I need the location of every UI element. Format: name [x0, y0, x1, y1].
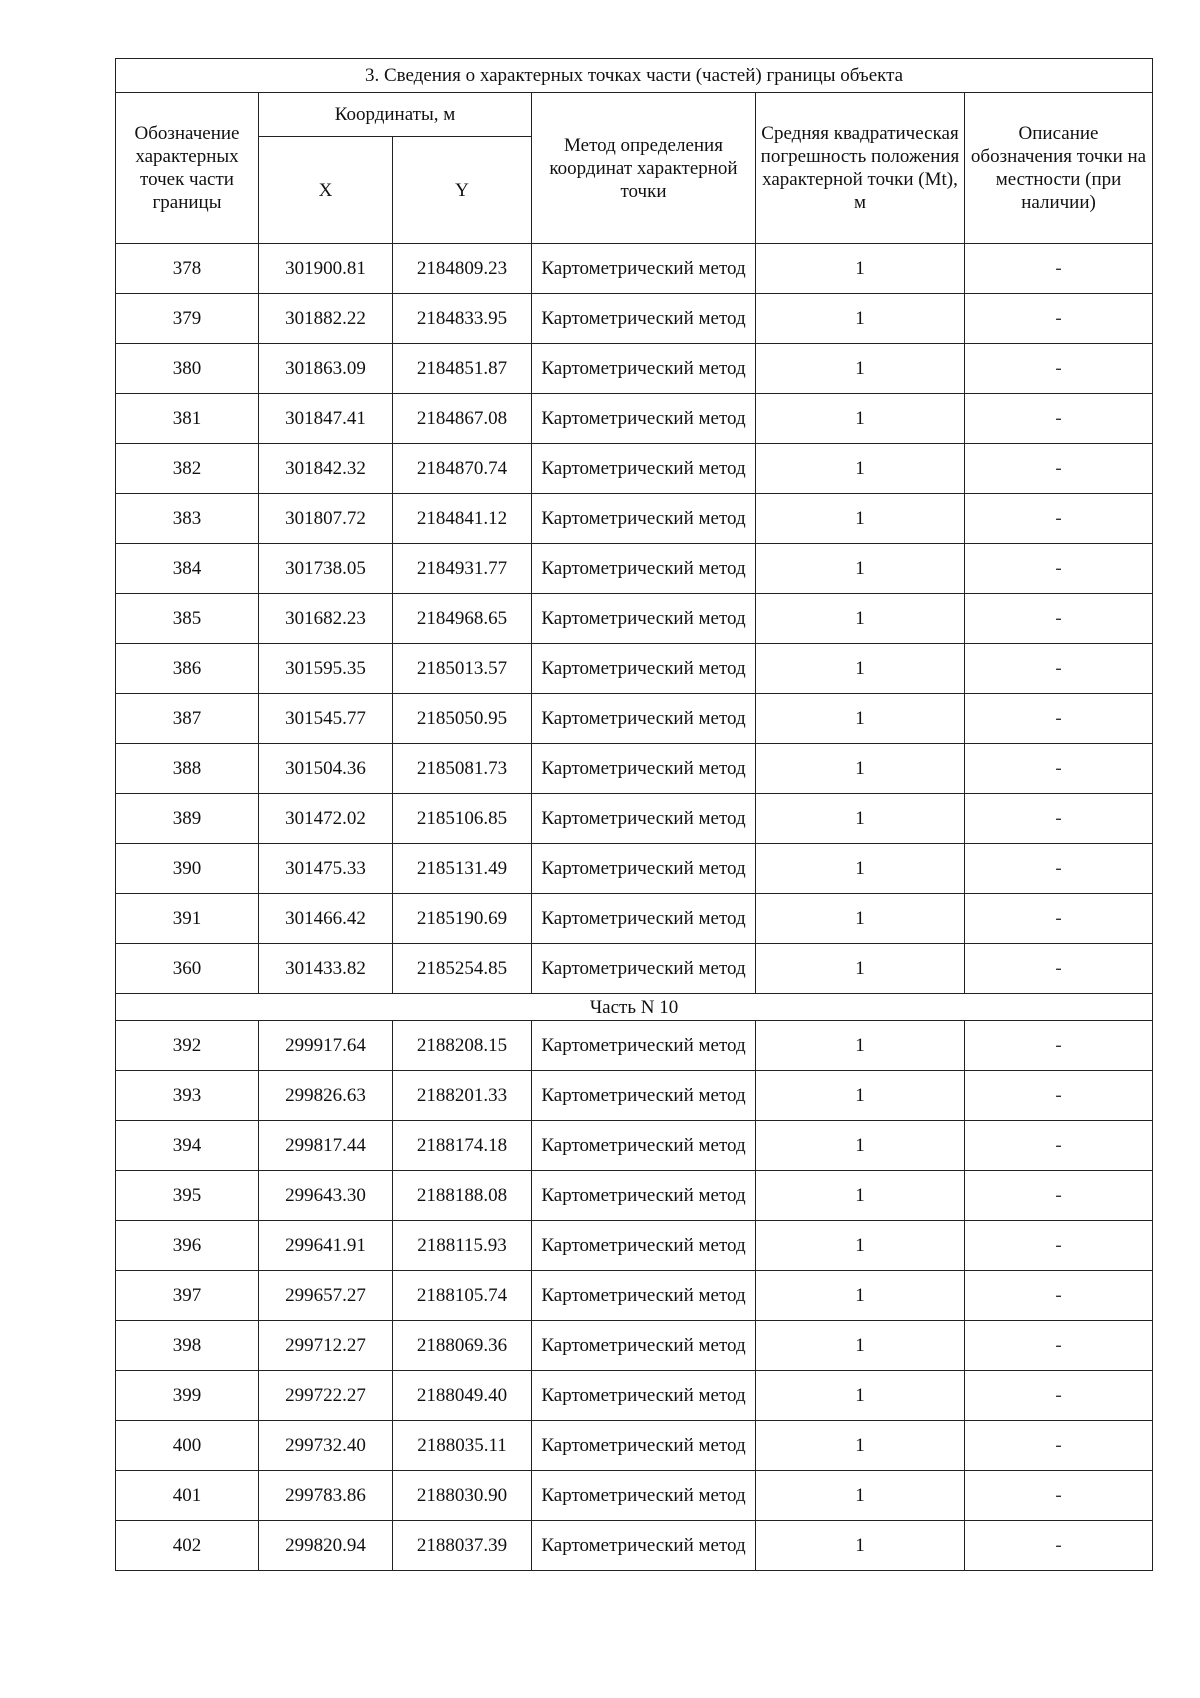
cell-point: 385	[116, 594, 259, 644]
cell-method: Картометрический метод	[532, 394, 756, 444]
header-method: Метод определения координат характерной точки	[532, 93, 756, 244]
table-row	[116, 794, 1153, 844]
cell-point: 397	[116, 1271, 259, 1321]
cell-y: 2188174.18	[393, 1121, 532, 1171]
cell-description: -	[965, 1221, 1153, 1271]
cell-x: 301466.42	[259, 894, 393, 944]
cell-method: Картометрический метод	[532, 844, 756, 894]
table-row	[116, 494, 1153, 544]
cell-description: -	[965, 1171, 1153, 1221]
cell-method: Картометрический метод	[532, 944, 756, 994]
table-row	[116, 694, 1153, 744]
header-x: X	[259, 137, 393, 244]
cell-y: 2184809.23	[393, 244, 532, 294]
cell-method: Картометрический метод	[532, 1071, 756, 1121]
cell-y: 2184931.77	[393, 544, 532, 594]
cell-method: Картометрический метод	[532, 1371, 756, 1421]
cell-description: -	[965, 794, 1153, 844]
cell-description: -	[965, 844, 1153, 894]
table-row	[116, 1471, 1153, 1521]
table-row	[116, 1321, 1153, 1371]
cell-x: 299657.27	[259, 1271, 393, 1321]
cell-point: 399	[116, 1371, 259, 1421]
table-title-row	[116, 59, 1153, 93]
cell-method: Картометрический метод	[532, 244, 756, 294]
cell-point: 390	[116, 844, 259, 894]
cell-point: 387	[116, 694, 259, 744]
cell-y: 2185254.85	[393, 944, 532, 994]
table-row	[116, 1521, 1153, 1571]
cell-x: 301475.33	[259, 844, 393, 894]
cell-method: Картометрический метод	[532, 1521, 756, 1571]
cell-mt: 1	[756, 494, 965, 544]
cell-y: 2188201.33	[393, 1071, 532, 1121]
header-coordinates: Координаты, м	[259, 93, 532, 137]
cell-method: Картометрический метод	[532, 694, 756, 744]
cell-point: 383	[116, 494, 259, 544]
table-row	[116, 1421, 1153, 1471]
cell-method: Картометрический метод	[532, 1271, 756, 1321]
table-row	[116, 1371, 1153, 1421]
table-row	[116, 244, 1153, 294]
cell-method: Картометрический метод	[532, 1121, 756, 1171]
cell-method: Картометрический метод	[532, 544, 756, 594]
table-row	[116, 444, 1153, 494]
cell-mt: 1	[756, 744, 965, 794]
cell-point: 402	[116, 1521, 259, 1571]
cell-point: 380	[116, 344, 259, 394]
cell-x: 301682.23	[259, 594, 393, 644]
cell-method: Картометрический метод	[532, 494, 756, 544]
cell-x: 299820.94	[259, 1521, 393, 1571]
cell-y: 2188208.15	[393, 1021, 532, 1071]
cell-description: -	[965, 544, 1153, 594]
cell-mt: 1	[756, 344, 965, 394]
cell-mt: 1	[756, 444, 965, 494]
cell-point: 378	[116, 244, 259, 294]
cell-y: 2188115.93	[393, 1221, 532, 1271]
table-row	[116, 394, 1153, 444]
cell-mt: 1	[756, 1221, 965, 1271]
cell-description: -	[965, 944, 1153, 994]
cell-point: 396	[116, 1221, 259, 1271]
table-row	[116, 644, 1153, 694]
cell-mt: 1	[756, 1421, 965, 1471]
cell-y: 2188049.40	[393, 1371, 532, 1421]
cell-y: 2188105.74	[393, 1271, 532, 1321]
cell-description: -	[965, 1371, 1153, 1421]
cell-point: 391	[116, 894, 259, 944]
cell-point: 395	[116, 1171, 259, 1221]
cell-description: -	[965, 1521, 1153, 1571]
cell-method: Картометрический метод	[532, 1321, 756, 1371]
table-row	[116, 1071, 1153, 1121]
cell-point: 401	[116, 1471, 259, 1521]
cell-x: 301472.02	[259, 794, 393, 844]
cell-method: Картометрический метод	[532, 1171, 756, 1221]
cell-mt: 1	[756, 944, 965, 994]
cell-mt: 1	[756, 1171, 965, 1221]
table-row	[116, 1271, 1153, 1321]
cell-x: 301545.77	[259, 694, 393, 744]
cell-description: -	[965, 394, 1153, 444]
cell-x: 301900.81	[259, 244, 393, 294]
cell-method: Картометрический метод	[532, 644, 756, 694]
cell-y: 2184867.08	[393, 394, 532, 444]
table-row	[116, 294, 1153, 344]
cell-y: 2184870.74	[393, 444, 532, 494]
cell-method: Картометрический метод	[532, 894, 756, 944]
cell-x: 299917.64	[259, 1021, 393, 1071]
cell-description: -	[965, 894, 1153, 944]
header-description: Описание обозначения точки на местности (при наличии)	[965, 93, 1153, 244]
cell-point: 379	[116, 294, 259, 344]
cell-mt: 1	[756, 1471, 965, 1521]
cell-point: 392	[116, 1021, 259, 1071]
cell-y: 2184841.12	[393, 494, 532, 544]
table-row	[116, 1121, 1153, 1171]
table-row	[116, 744, 1153, 794]
cell-method: Картометрический метод	[532, 1021, 756, 1071]
cell-mt: 1	[756, 1321, 965, 1371]
cell-x: 301882.22	[259, 294, 393, 344]
cell-method: Картометрический метод	[532, 344, 756, 394]
header-y: Y	[393, 137, 532, 244]
cell-mt: 1	[756, 894, 965, 944]
cell-description: -	[965, 294, 1153, 344]
cell-x: 301863.09	[259, 344, 393, 394]
cell-description: -	[965, 744, 1153, 794]
cell-y: 2184833.95	[393, 294, 532, 344]
cell-description: -	[965, 1271, 1153, 1321]
cell-description: -	[965, 594, 1153, 644]
table-row	[116, 1171, 1153, 1221]
cell-y: 2188037.39	[393, 1521, 532, 1571]
cell-x: 299732.40	[259, 1421, 393, 1471]
cell-x: 301504.36	[259, 744, 393, 794]
part-label: Часть N 10	[116, 994, 1153, 1021]
cell-point: 386	[116, 644, 259, 694]
cell-y: 2188069.36	[393, 1321, 532, 1371]
cell-y: 2185190.69	[393, 894, 532, 944]
cell-x: 299722.27	[259, 1371, 393, 1421]
cell-point: 381	[116, 394, 259, 444]
cell-mt: 1	[756, 544, 965, 594]
cell-description: -	[965, 1421, 1153, 1471]
cell-mt: 1	[756, 1121, 965, 1171]
cell-y: 2184968.65	[393, 594, 532, 644]
table-row	[116, 594, 1153, 644]
cell-description: -	[965, 1071, 1153, 1121]
cell-point: 393	[116, 1071, 259, 1121]
cell-y: 2188035.11	[393, 1421, 532, 1471]
cell-description: -	[965, 1471, 1153, 1521]
cell-y: 2188030.90	[393, 1471, 532, 1521]
header-error: Средняя квадратическая погрешность положения характерной точки (Mt), м	[756, 93, 965, 244]
cell-point: 382	[116, 444, 259, 494]
cell-y: 2185081.73	[393, 744, 532, 794]
cell-point: 400	[116, 1421, 259, 1471]
cell-description: -	[965, 444, 1153, 494]
cell-y: 2185050.95	[393, 694, 532, 744]
cell-point: 394	[116, 1121, 259, 1171]
cell-description: -	[965, 1121, 1153, 1171]
part-separator-row	[116, 994, 1153, 1021]
cell-x: 301738.05	[259, 544, 393, 594]
cell-x: 301595.35	[259, 644, 393, 694]
table-row	[116, 944, 1153, 994]
cell-mt: 1	[756, 1071, 965, 1121]
cell-method: Картометрический метод	[532, 444, 756, 494]
cell-x: 299643.30	[259, 1171, 393, 1221]
cell-description: -	[965, 694, 1153, 744]
cell-y: 2185013.57	[393, 644, 532, 694]
cell-point: 398	[116, 1321, 259, 1371]
cell-method: Картометрический метод	[532, 1421, 756, 1471]
table-title: 3. Сведения о характерных точках части (частей) границы объекта	[116, 59, 1153, 93]
cell-mt: 1	[756, 244, 965, 294]
cell-mt: 1	[756, 844, 965, 894]
cell-description: -	[965, 344, 1153, 394]
table-row	[116, 894, 1153, 944]
cell-method: Картометрический метод	[532, 1221, 756, 1271]
cell-x: 299641.91	[259, 1221, 393, 1271]
cell-mt: 1	[756, 644, 965, 694]
cell-mt: 1	[756, 594, 965, 644]
cell-mt: 1	[756, 394, 965, 444]
cell-point: 360	[116, 944, 259, 994]
cell-description: -	[965, 1321, 1153, 1371]
cell-mt: 1	[756, 694, 965, 744]
cell-y: 2185131.49	[393, 844, 532, 894]
cell-point: 389	[116, 794, 259, 844]
cell-mt: 1	[756, 1021, 965, 1071]
cell-x: 301847.41	[259, 394, 393, 444]
cell-x: 299783.86	[259, 1471, 393, 1521]
table-row	[116, 1221, 1153, 1271]
points-table	[115, 58, 1153, 1571]
cell-mt: 1	[756, 1521, 965, 1571]
cell-y: 2184851.87	[393, 344, 532, 394]
cell-x: 299826.63	[259, 1071, 393, 1121]
cell-point: 384	[116, 544, 259, 594]
cell-point: 388	[116, 744, 259, 794]
header-row	[116, 93, 1153, 137]
cell-mt: 1	[756, 1271, 965, 1321]
table-row	[116, 844, 1153, 894]
cell-description: -	[965, 644, 1153, 694]
cell-mt: 1	[756, 794, 965, 844]
cell-x: 299712.27	[259, 1321, 393, 1371]
cell-x: 301807.72	[259, 494, 393, 544]
cell-x: 299817.44	[259, 1121, 393, 1171]
cell-y: 2185106.85	[393, 794, 532, 844]
cell-method: Картометрический метод	[532, 794, 756, 844]
cell-x: 301433.82	[259, 944, 393, 994]
cell-y: 2188188.08	[393, 1171, 532, 1221]
cell-mt: 1	[756, 294, 965, 344]
table-row	[116, 1021, 1153, 1071]
cell-method: Картометрический метод	[532, 294, 756, 344]
cell-method: Картометрический метод	[532, 594, 756, 644]
cell-method: Картометрический метод	[532, 744, 756, 794]
cell-method: Картометрический метод	[532, 1471, 756, 1521]
cell-x: 301842.32	[259, 444, 393, 494]
cell-mt: 1	[756, 1371, 965, 1421]
header-point: Обозначение характерных точек части границы	[116, 93, 259, 244]
cell-description: -	[965, 244, 1153, 294]
table-row	[116, 544, 1153, 594]
table-row	[116, 344, 1153, 394]
cell-description: -	[965, 1021, 1153, 1071]
cell-description: -	[965, 494, 1153, 544]
